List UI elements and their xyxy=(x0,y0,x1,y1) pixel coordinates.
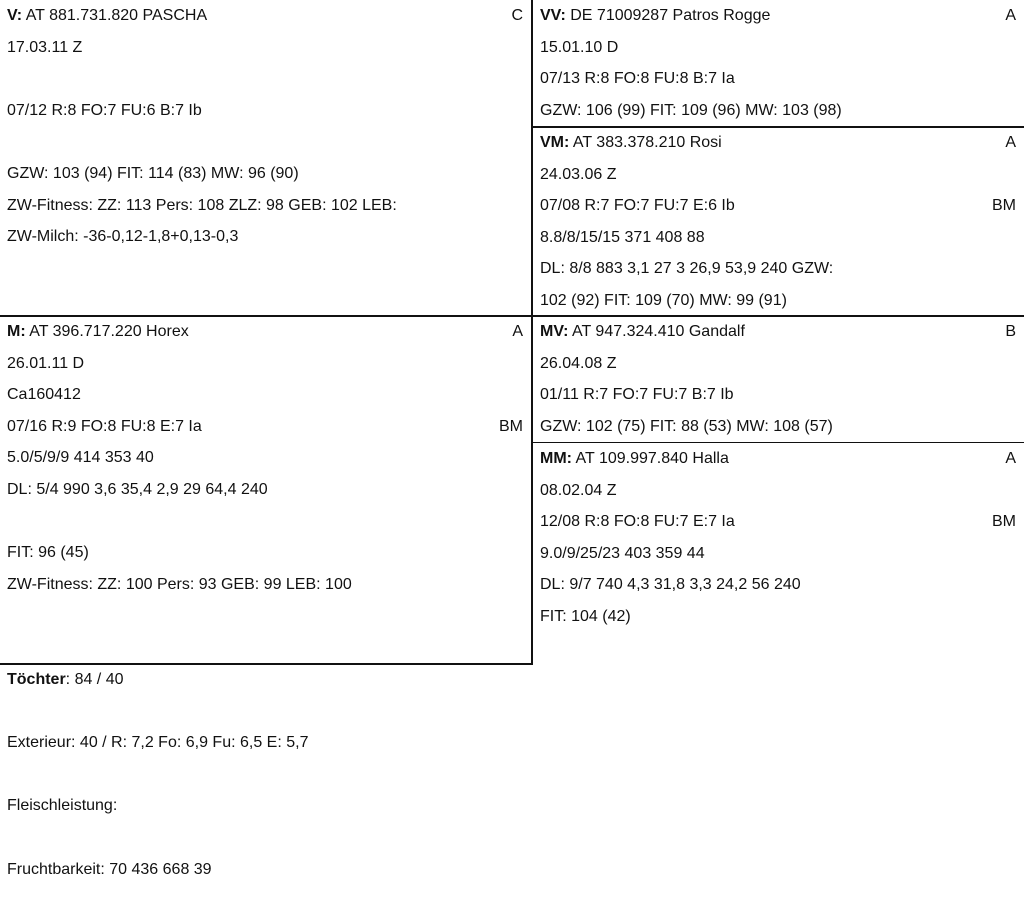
mv-role: MV: xyxy=(540,323,569,340)
mv-header xyxy=(533,316,1024,348)
mm-milk: 9.0/9/25/23 403 359 44 xyxy=(540,544,705,562)
daughters-label: Töchter xyxy=(7,671,66,688)
maternal-grandsire-cell xyxy=(533,316,1024,442)
sire-cell xyxy=(0,0,531,253)
dam-conformation-text: 07/16 R:9 FO:8 FU:8 E:7 Ia xyxy=(7,417,202,435)
mm-fit: FIT: 104 (42) xyxy=(540,607,631,625)
paternal-granddam-cell xyxy=(533,127,1024,317)
vv-role: VV: xyxy=(540,7,566,24)
vv-conformation: 07/13 R:8 FO:8 FU:8 B:7 Ia xyxy=(540,70,735,88)
vm-header xyxy=(533,127,1024,159)
vm-dl: DL: 8/8 883 3,1 27 3 26,9 53,9 240 GZW: xyxy=(540,260,834,278)
mv-birth: 26.04.08 Z xyxy=(540,354,617,372)
vm-id-name: AT 383.378.210 Rosi xyxy=(569,134,722,151)
mv-grade: B xyxy=(1005,323,1016,340)
daughters-section xyxy=(0,664,1024,885)
paternal-grandsire-cell xyxy=(533,0,1024,126)
dam-fit: FIT: 96 (45) xyxy=(7,544,89,562)
mm-id-name: AT 109.997.840 Halla xyxy=(571,450,729,467)
dam-header xyxy=(0,316,531,348)
vm-birth: 24.03.06 Z xyxy=(540,165,617,183)
dam-birth: 26.01.11 D xyxy=(7,354,85,372)
daughters-value: : 84 / 40 xyxy=(65,671,124,688)
bottom-spacer-3 xyxy=(0,822,1024,854)
dam-id-name: AT 396.717.220 Horex xyxy=(25,323,189,340)
vm-gzw: 102 (92) FIT: 109 (70) MW: 99 (91) xyxy=(540,291,787,309)
dam-conformation xyxy=(0,411,531,443)
maternal-granddam-cell xyxy=(533,443,1024,633)
sire-header xyxy=(0,0,531,32)
dam-code: Ca160412 xyxy=(7,386,81,404)
sire-role: V: xyxy=(7,7,23,24)
vm-grade: A xyxy=(1005,134,1016,151)
dam-badge: BM xyxy=(499,417,523,435)
exterieur-line: Exterieur: 40 / R: 7,2 Fo: 6,9 Fu: 6,5 E: 5,7 xyxy=(7,734,309,752)
center-divider xyxy=(531,0,533,664)
bottom-divider xyxy=(0,663,533,665)
mv-mm-divider xyxy=(533,442,1024,443)
sire-grade: C xyxy=(511,7,523,24)
bottom-spacer-1 xyxy=(0,696,1024,728)
mm-birth: 08.02.04 Z xyxy=(540,481,617,499)
dam-spacer xyxy=(0,506,531,538)
mv-conformation: 01/11 R:7 FO:7 FU:7 B:7 Ib xyxy=(540,386,734,404)
vv-birth: 15.01.10 D xyxy=(540,38,619,56)
sire-conformation: 07/12 R:8 FO:7 FU:6 B:7 Ib xyxy=(7,101,202,119)
frucht-line: Fruchtbarkeit: 70 436 668 39 xyxy=(7,860,212,878)
vm-milk: 8.8/8/15/15 371 408 88 xyxy=(540,228,705,246)
mm-badge: BM xyxy=(992,513,1016,531)
dam-cell xyxy=(0,316,531,600)
mm-conformation-text: 12/08 R:8 FO:8 FU:7 E:7 Ia xyxy=(540,513,735,531)
mv-id-name: AT 947.324.410 Gandalf xyxy=(568,323,745,340)
dam-milk: 5.0/5/9/9 414 353 40 xyxy=(7,449,154,467)
sire-gzw: GZW: 103 (94) FIT: 114 (83) MW: 96 (90) xyxy=(7,164,299,182)
vm-conformation xyxy=(533,190,1024,222)
vv-gzw: GZW: 106 (99) FIT: 109 (96) MW: 103 (98) xyxy=(540,101,842,119)
vv-id-name: DE 71009287 Patros Rogge xyxy=(565,7,771,24)
middle-divider xyxy=(0,315,1024,317)
bottom-spacer-2 xyxy=(0,759,1024,791)
dam-dl: DL: 5/4 990 3,6 35,4 2,9 29 64,4 240 xyxy=(7,480,268,498)
vm-role: VM: xyxy=(540,134,570,151)
sire-zw-milch: ZW-Milch: -36-0,12-1,8+0,13-0,3 xyxy=(7,228,239,246)
vv-vm-divider xyxy=(533,126,1024,128)
mm-header xyxy=(533,443,1024,475)
daughters-line xyxy=(0,664,1024,696)
vm-conformation-text: 07/08 R:7 FO:7 FU:7 E:6 Ib xyxy=(540,197,735,215)
mm-role: MM: xyxy=(540,450,572,467)
vv-header xyxy=(533,0,1024,32)
mm-grade: A xyxy=(1005,450,1016,467)
dam-zw-fitness: ZW-Fitness: ZZ: 100 Pers: 93 GEB: 99 LEB: 100 xyxy=(7,575,352,593)
sire-zw-fitness: ZW-Fitness: ZZ: 113 Pers: 108 ZLZ: 98 GEB: 102 LEB: xyxy=(7,196,397,214)
sire-id-name: AT 881.731.820 PASCHA xyxy=(22,7,208,24)
dam-grade: A xyxy=(512,323,523,340)
vm-badge: BM xyxy=(992,197,1016,215)
sire-birth: 17.03.11 Z xyxy=(7,38,83,56)
fleisch-line: Fleischleistung: xyxy=(7,797,118,815)
mm-conformation xyxy=(533,506,1024,538)
vv-grade: A xyxy=(1005,7,1016,24)
dam-role: M: xyxy=(7,323,26,340)
sire-spacer-2 xyxy=(0,126,531,158)
mv-gzw: GZW: 102 (75) FIT: 88 (53) MW: 108 (57) xyxy=(540,417,833,435)
mm-dl: DL: 9/7 740 4,3 31,8 3,3 24,2 56 240 xyxy=(540,576,801,594)
sire-spacer xyxy=(0,63,531,95)
